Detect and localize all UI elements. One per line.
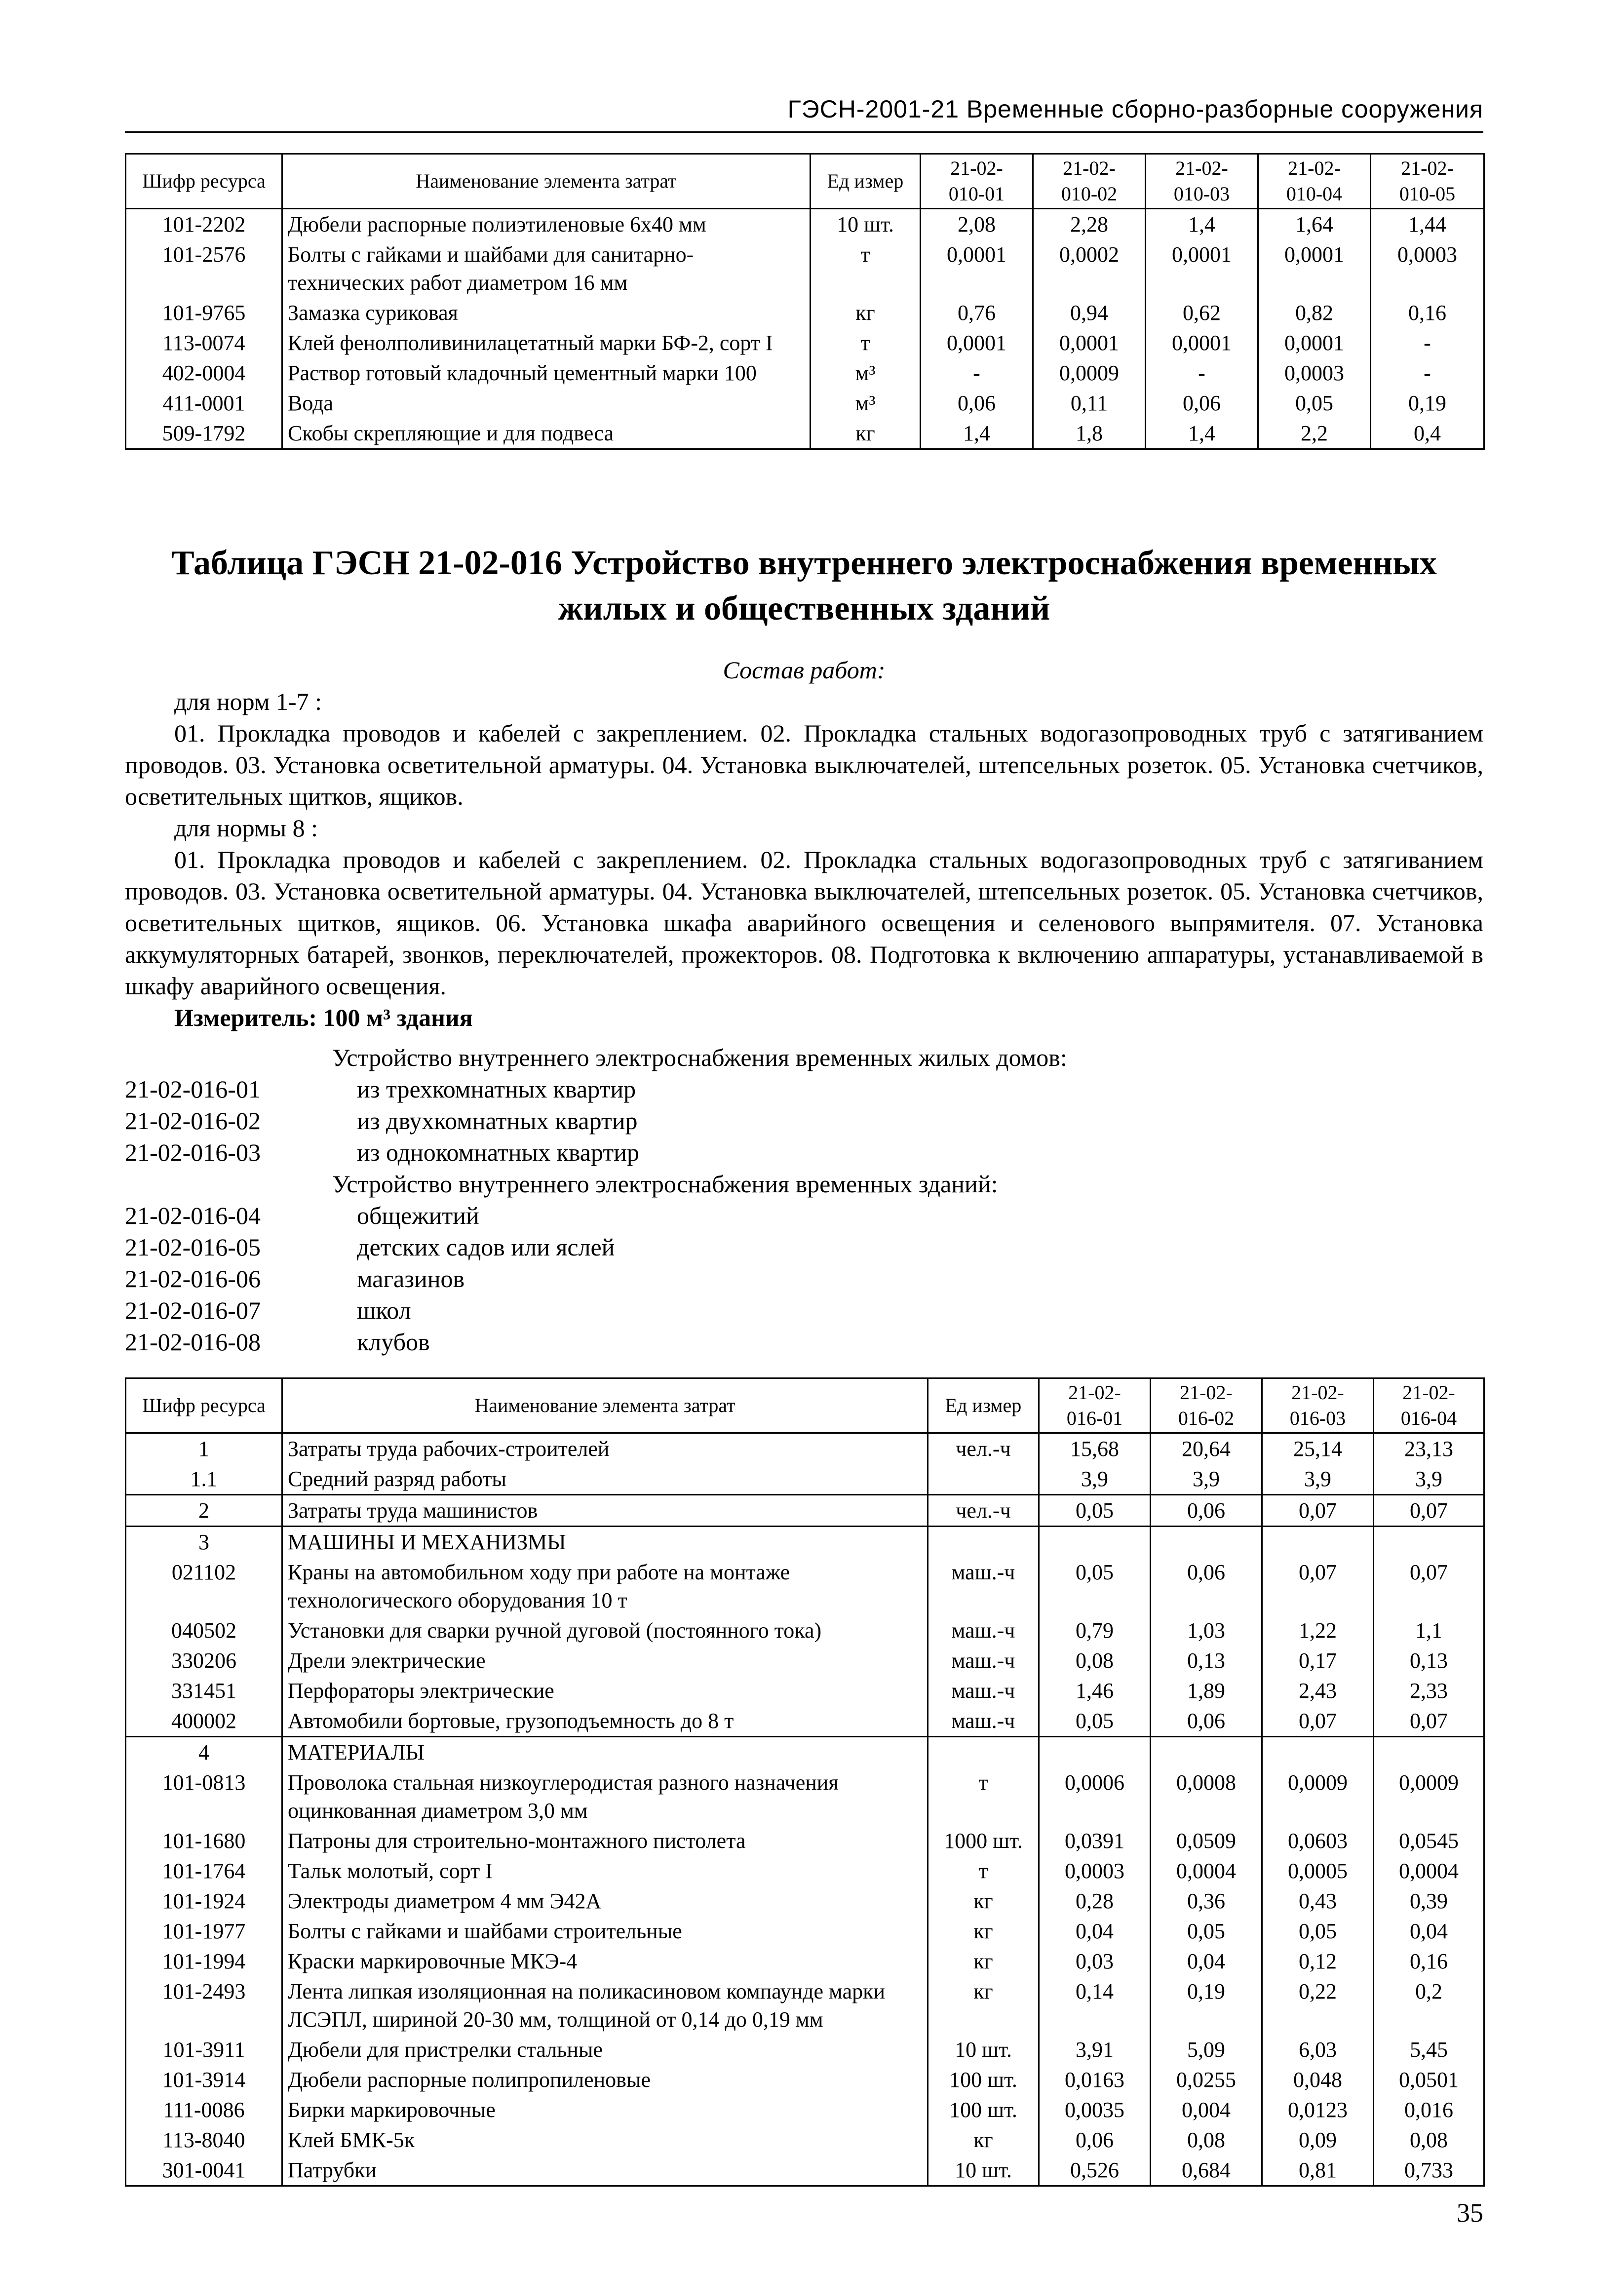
table-row xyxy=(126,1946,1484,1976)
table-row xyxy=(126,1495,1484,1527)
table-cell: 101-2493 xyxy=(126,1976,282,2035)
table-cell: 101-0813 xyxy=(126,1767,282,1826)
table-cell: 10 шт. xyxy=(928,2155,1039,2186)
table-cell: 0,0001 xyxy=(921,328,1033,358)
table-cell: 0,09 xyxy=(1262,2125,1374,2155)
norm-8-label: для нормы 8 : xyxy=(174,814,318,842)
table-row xyxy=(126,1676,1484,1706)
header-rule xyxy=(125,131,1483,133)
table-cell: 0,684 xyxy=(1151,2155,1262,2186)
table-cell: 3 xyxy=(126,1527,282,1558)
table-cell: чел.-ч xyxy=(928,1433,1039,1464)
table-cell: 0,22 xyxy=(1262,1976,1374,2035)
table-cell: 1,4 xyxy=(1146,209,1258,240)
table-cell: 1,8 xyxy=(1033,418,1146,449)
table-row xyxy=(126,418,1484,449)
norm-code: 21-02-016-04 xyxy=(125,1202,261,1229)
table-cell: 021102 xyxy=(126,1557,282,1615)
table-cell: т xyxy=(928,1767,1039,1826)
table-cell: 0,17 xyxy=(1262,1646,1374,1676)
table-cell: 331451 xyxy=(126,1676,282,1706)
table-cell: 2,08 xyxy=(921,209,1033,240)
table-cell: Электроды диаметром 4 мм Э42А xyxy=(282,1886,928,1916)
table-cell: 101-2202 xyxy=(126,209,282,240)
table-cell: 101-1994 xyxy=(126,1946,282,1976)
table-row xyxy=(126,2095,1484,2125)
table-cell: 0,0003 xyxy=(1039,1856,1151,1886)
table-cell: 101-2576 xyxy=(126,239,282,298)
table-cell: 101-1977 xyxy=(126,1916,282,1946)
table-row xyxy=(126,2155,1484,2186)
norm-code: 21-02-016-01 xyxy=(125,1075,261,1103)
table-cell: 113-0074 xyxy=(126,328,282,358)
table-cell: 101-3914 xyxy=(126,2065,282,2095)
table-cell: Клей БМК-5к xyxy=(282,2125,928,2155)
table-cell: 1,4 xyxy=(921,418,1033,449)
table-cell xyxy=(1262,1527,1374,1558)
table-cell: 0,03 xyxy=(1039,1946,1151,1976)
table-cell: 402-0004 xyxy=(126,358,282,388)
table-cell: - xyxy=(921,358,1033,388)
table-cell: 0,0163 xyxy=(1039,2065,1151,2095)
table-cell xyxy=(1374,1737,1484,1768)
table-cell: 509-1792 xyxy=(126,418,282,449)
table-cell: 1,22 xyxy=(1262,1615,1374,1646)
table-cell: 0,0002 xyxy=(1033,239,1146,298)
table-cell xyxy=(928,1527,1039,1558)
measure-unit: Измеритель: 100 м³ здания xyxy=(174,1004,473,1031)
table-cell: 0,0035 xyxy=(1039,2095,1151,2125)
table-cell: Установки для сварки ручной дуговой (постоянного тока) xyxy=(282,1615,928,1646)
table-cell: 0,62 xyxy=(1146,298,1258,328)
table-cell: 1000 шт. xyxy=(928,1826,1039,1856)
table-cell: Краны на автомобильном ходу при работе на монтаже технологического оборудования 10 т xyxy=(282,1557,928,1615)
table-cell: м³ xyxy=(811,358,921,388)
resource-table-016 xyxy=(125,1377,1485,2187)
table-cell: 0,19 xyxy=(1371,388,1484,418)
list-item xyxy=(125,1231,1483,1263)
table-row xyxy=(126,1826,1484,1856)
table-cell: Краски маркировочные МКЭ-4 xyxy=(282,1946,928,1976)
table-cell: 0,94 xyxy=(1033,298,1146,328)
table-cell: 0,0008 xyxy=(1151,1767,1262,1826)
table-cell: 400002 xyxy=(126,1706,282,1737)
table-cell: 111-0086 xyxy=(126,2095,282,2125)
table-cell: 0,05 xyxy=(1262,1916,1374,1946)
table-cell: 0,07 xyxy=(1374,1706,1484,1737)
table-row xyxy=(126,1856,1484,1886)
table-cell: 0,0123 xyxy=(1262,2095,1374,2125)
table-cell: 1,64 xyxy=(1258,209,1371,240)
table-cell: 0,05 xyxy=(1039,1706,1151,1737)
table-cell: кг xyxy=(928,2125,1039,2155)
table-cell: кг xyxy=(928,1946,1039,1976)
table-cell: 2,43 xyxy=(1262,1676,1374,1706)
table-cell: 2,28 xyxy=(1033,209,1146,240)
composition-heading: Состав работ: xyxy=(723,656,886,684)
table-cell: Замазка суриковая xyxy=(282,298,811,328)
norms-1-7-label: для норм 1-7 : xyxy=(174,688,322,715)
table-cell: маш.-ч xyxy=(928,1706,1039,1737)
table-cell: 20,64 xyxy=(1151,1433,1262,1464)
table-cell: Патроны для строительно-монтажного пистолета xyxy=(282,1826,928,1856)
table-cell: 0,19 xyxy=(1151,1976,1262,2035)
table-cell: 10 шт. xyxy=(928,2035,1039,2065)
table-row xyxy=(126,1646,1484,1676)
table-cell: 0,0509 xyxy=(1151,1826,1262,1856)
norm-code: 21-02-016-06 xyxy=(125,1265,261,1293)
table-cell: 0,16 xyxy=(1374,1946,1484,1976)
table-cell: 0,048 xyxy=(1262,2065,1374,2095)
table-cell: 3,9 xyxy=(1262,1464,1374,1495)
table-cell: 101-9765 xyxy=(126,298,282,328)
header-name: Наименование элемента затрат xyxy=(282,154,811,209)
table-cell: кг xyxy=(811,298,921,328)
table-cell: Вода xyxy=(282,388,811,418)
table-cell: 1,46 xyxy=(1039,1676,1151,1706)
table-cell: 0,004 xyxy=(1151,2095,1262,2125)
table-row xyxy=(126,1916,1484,1946)
table-cell xyxy=(1151,1527,1262,1558)
table-cell: чел.-ч xyxy=(928,1495,1039,1527)
table-cell: 101-1924 xyxy=(126,1886,282,1916)
table-cell: 0,04 xyxy=(1039,1916,1151,1946)
table-cell: 1.1 xyxy=(126,1464,282,1495)
table-cell: 0,0255 xyxy=(1151,2065,1262,2095)
norm-label: клубов xyxy=(357,1328,430,1356)
running-header: ГЭСН-2001-21 Временные сборно-разборные сооружения xyxy=(787,95,1483,123)
table-cell: 0,526 xyxy=(1039,2155,1151,2186)
table-cell: маш.-ч xyxy=(928,1615,1039,1646)
norm-label: из двухкомнатных квартир xyxy=(357,1107,638,1135)
table-cell: 0,0501 xyxy=(1374,2065,1484,2095)
norm-8-text: 01. Прокладка проводов и кабелей с закреплением. 02. Прокладка стальных водогазопроводных труб с затягиванием проводов. 03. Установка осветительной арматуры. 04. Установка выключателей, штепсельных розеток. 05. Установка счетчиков, осветительных щитков, ящиков. 06. Установка шкафа аварийного освещения и селенового выпрямителя. 07. Установка аккумуляторных батарей, звонков, переключателей, прожекторов. 08. Подготовка к включению аппаратуры, устанавливаемой в шкафу аварийного освещения. xyxy=(125,846,1483,1000)
table-cell xyxy=(928,1464,1039,1495)
table-cell: 040502 xyxy=(126,1615,282,1646)
list-item xyxy=(125,1200,1483,1231)
table-cell: 1,44 xyxy=(1371,209,1484,240)
table-cell: 0,06 xyxy=(1039,2125,1151,2155)
table-row xyxy=(126,1767,1484,1826)
norm-label: детских садов или яслей xyxy=(357,1233,615,1261)
table-cell: 4 xyxy=(126,1737,282,1768)
table-cell xyxy=(1374,1527,1484,1558)
table-row xyxy=(126,298,1484,328)
table-cell: Дрели электрические xyxy=(282,1646,928,1676)
table-cell: 0,0009 xyxy=(1262,1767,1374,1826)
table-cell: МАШИНЫ И МЕХАНИЗМЫ xyxy=(282,1527,928,1558)
table-row xyxy=(126,358,1484,388)
table-cell: 0,05 xyxy=(1258,388,1371,418)
table-cell: - xyxy=(1146,358,1258,388)
table-cell: Дюбели распорные полипропиленовые xyxy=(282,2065,928,2095)
table-cell: 0,08 xyxy=(1039,1646,1151,1676)
table-cell: Лента липкая изоляционная на поликасиновом компаунде марки ЛСЭПЛ, шириной 20-30 мм, толщиной от 0,14 до 0,19 мм xyxy=(282,1976,928,2035)
table-cell: Клей фенолполивинилацетатный марки БФ-2, сорт I xyxy=(282,328,811,358)
table-cell: т xyxy=(811,239,921,298)
table-cell: 0,08 xyxy=(1151,2125,1262,2155)
table-cell: 5,45 xyxy=(1374,2035,1484,2065)
norm-label: общежитий xyxy=(357,1202,479,1229)
table-cell: 0,12 xyxy=(1262,1946,1374,1976)
table-cell: 0,28 xyxy=(1039,1886,1151,1916)
table-cell: Затраты труда рабочих-строителей xyxy=(282,1433,928,1464)
table-cell: 0,13 xyxy=(1374,1646,1484,1676)
table-cell: маш.-ч xyxy=(928,1557,1039,1615)
table-cell: 101-1680 xyxy=(126,1826,282,1856)
table-cell: кг xyxy=(928,1976,1039,2035)
header-col: 21-02- 016-04 xyxy=(1374,1378,1484,1433)
table-row xyxy=(126,2035,1484,2065)
table-row xyxy=(126,388,1484,418)
table-cell: 1,89 xyxy=(1151,1676,1262,1706)
table-cell: 0,4 xyxy=(1371,418,1484,449)
group-heading: Устройство внутреннего электроснабжения временных жилых домов: xyxy=(332,1044,1067,1071)
table-cell: 0,0001 xyxy=(1033,328,1146,358)
table-cell: 2,2 xyxy=(1258,418,1371,449)
table-cell: 100 шт. xyxy=(928,2065,1039,2095)
table-cell: 0,13 xyxy=(1151,1646,1262,1676)
table-cell: 0,0006 xyxy=(1039,1767,1151,1826)
table-cell: Патрубки xyxy=(282,2155,928,2186)
table-cell: 0,0001 xyxy=(1258,239,1371,298)
table-cell: Болты с гайками и шайбами для санитарно-технических работ диаметром 16 мм xyxy=(282,239,811,298)
table-row xyxy=(126,1737,1484,1768)
header-col: 21-02- 010-02 xyxy=(1033,154,1146,209)
table-cell: 0,05 xyxy=(1039,1557,1151,1615)
table-cell: 0,0003 xyxy=(1371,239,1484,298)
table-row xyxy=(126,209,1484,240)
norm-label: школ xyxy=(357,1296,411,1324)
table-cell: 0,06 xyxy=(1151,1706,1262,1737)
table-row xyxy=(126,1706,1484,1737)
composition-block xyxy=(125,654,1483,1033)
table-row xyxy=(126,1615,1484,1646)
header-code: Шифр ресурса xyxy=(126,1378,282,1433)
table-cell: 0,14 xyxy=(1039,1976,1151,2035)
table-cell: 100 шт. xyxy=(928,2095,1039,2125)
table-cell: 0,07 xyxy=(1374,1495,1484,1527)
table-cell: 0,11 xyxy=(1033,388,1146,418)
table-cell: 411-0001 xyxy=(126,388,282,418)
table-cell xyxy=(1039,1527,1151,1558)
norm-code: 21-02-016-05 xyxy=(125,1233,261,1261)
table-cell: Дюбели распорные полиэтиленовые 6х40 мм xyxy=(282,209,811,240)
list-item xyxy=(125,1263,1483,1294)
table-header-row xyxy=(126,154,1484,209)
table-row xyxy=(126,1976,1484,2035)
norm-label: из трехкомнатных квартир xyxy=(357,1075,636,1103)
list-item xyxy=(125,1073,1483,1105)
table-cell: 0,04 xyxy=(1374,1916,1484,1946)
table-cell xyxy=(1039,1737,1151,1768)
table-cell: 0,0603 xyxy=(1262,1826,1374,1856)
table-cell: 0,16 xyxy=(1371,298,1484,328)
header-code: Шифр ресурса xyxy=(126,154,282,209)
table-cell: 0,07 xyxy=(1262,1706,1374,1737)
table-cell: 0,81 xyxy=(1262,2155,1374,2186)
norm-code: 21-02-016-03 xyxy=(125,1138,261,1166)
table-cell: 0,016 xyxy=(1374,2095,1484,2125)
table-cell: маш.-ч xyxy=(928,1676,1039,1706)
table-cell: 0,07 xyxy=(1262,1557,1374,1615)
table-cell: 0,06 xyxy=(1151,1557,1262,1615)
table-body xyxy=(126,1433,1484,2186)
table-cell: 0,06 xyxy=(921,388,1033,418)
table-cell: 15,68 xyxy=(1039,1433,1151,1464)
table-cell: 0,0004 xyxy=(1374,1856,1484,1886)
table-cell: 0,43 xyxy=(1262,1886,1374,1916)
norm-label: магазинов xyxy=(357,1265,465,1293)
table-cell: 3,91 xyxy=(1039,2035,1151,2065)
table-cell: 1 xyxy=(126,1433,282,1464)
table-body xyxy=(126,209,1484,449)
section-title: Таблица ГЭСН 21-02-016 Устройство внутреннего электроснабжения временных жилых и общественных зданий xyxy=(171,544,1437,628)
table-row xyxy=(126,1886,1484,1916)
table-cell: Проволока стальная низкоуглеродистая разного назначения оцинкованная диаметром 3,0 мм xyxy=(282,1767,928,1826)
table-header-row xyxy=(126,1378,1484,1433)
header-unit: Ед измер xyxy=(811,154,921,209)
header-col: 21-02- 010-03 xyxy=(1146,154,1258,209)
header-name: Наименование элемента затрат xyxy=(282,1378,928,1433)
table-cell: Скобы скрепляющие и для подвеса xyxy=(282,418,811,449)
table-cell: 3,9 xyxy=(1374,1464,1484,1495)
table-cell: 113-8040 xyxy=(126,2125,282,2155)
table-cell: кг xyxy=(928,1916,1039,1946)
table-cell: 3,9 xyxy=(1039,1464,1151,1495)
table-cell: 2,33 xyxy=(1374,1676,1484,1706)
table-cell: Дюбели для пристрелки стальные xyxy=(282,2035,928,2065)
table-cell: 0,82 xyxy=(1258,298,1371,328)
table-cell: 0,0009 xyxy=(1033,358,1146,388)
table-cell: 0,76 xyxy=(921,298,1033,328)
header-col: 21-02- 016-03 xyxy=(1262,1378,1374,1433)
table-cell: 0,05 xyxy=(1151,1916,1262,1946)
norm-label: из однокомнатных квартир xyxy=(357,1138,639,1166)
header-col: 21-02- 016-02 xyxy=(1151,1378,1262,1433)
list-item xyxy=(125,1137,1483,1168)
table-cell: Перфораторы электрические xyxy=(282,1676,928,1706)
table-cell: 0,2 xyxy=(1374,1976,1484,2035)
table-cell: Тальк молотый, сорт I xyxy=(282,1856,928,1886)
table-cell: 0,0009 xyxy=(1374,1767,1484,1826)
table-cell: 0,07 xyxy=(1262,1495,1374,1527)
header-col: 21-02- 010-04 xyxy=(1258,154,1371,209)
table-cell: 0,0391 xyxy=(1039,1826,1151,1856)
table-row xyxy=(126,1557,1484,1615)
table-cell xyxy=(1151,1737,1262,1768)
table-cell: - xyxy=(1371,328,1484,358)
table-cell: 0,06 xyxy=(1151,1495,1262,1527)
norm-code-list xyxy=(125,1042,1483,1358)
table-cell xyxy=(1262,1737,1374,1768)
table-cell: 2 xyxy=(126,1495,282,1527)
table-cell: кг xyxy=(811,418,921,449)
table-cell: 1,1 xyxy=(1374,1615,1484,1646)
table-cell: МАТЕРИАЛЫ xyxy=(282,1737,928,1768)
table-cell: 330206 xyxy=(126,1646,282,1676)
norm-code: 21-02-016-07 xyxy=(125,1296,261,1324)
table-row xyxy=(126,2125,1484,2155)
table-cell: 0,0004 xyxy=(1151,1856,1262,1886)
table-row xyxy=(126,1527,1484,1558)
table-cell: 0,05 xyxy=(1039,1495,1151,1527)
table-cell: 0,0001 xyxy=(921,239,1033,298)
table-cell: 0,07 xyxy=(1374,1557,1484,1615)
list-item xyxy=(125,1105,1483,1137)
header-col: 21-02- 010-01 xyxy=(921,154,1033,209)
table-cell: 0,0001 xyxy=(1146,239,1258,298)
table-cell: 0,79 xyxy=(1039,1615,1151,1646)
table-cell: 5,09 xyxy=(1151,2035,1262,2065)
table-cell: 101-1764 xyxy=(126,1856,282,1886)
table-cell: 23,13 xyxy=(1374,1433,1484,1464)
table-row xyxy=(126,239,1484,298)
header-col: 21-02- 010-05 xyxy=(1371,154,1484,209)
table-cell: 0,733 xyxy=(1374,2155,1484,2186)
table-cell: 1,03 xyxy=(1151,1615,1262,1646)
table-cell: т xyxy=(928,1856,1039,1886)
table-cell: 0,0545 xyxy=(1374,1826,1484,1856)
table-cell: 0,0003 xyxy=(1258,358,1371,388)
norms-1-7-text: 01. Прокладка проводов и кабелей с закреплением. 02. Прокладка стальных водогазопроводных труб с затягиванием проводов. 03. Установка осветительной арматуры. 04. Установка выключателей, штепсельных розеток. 05. Установка счетчиков, осветительных щитков, ящиков. xyxy=(125,719,1483,810)
table-cell: т xyxy=(811,328,921,358)
table-cell: 301-0041 xyxy=(126,2155,282,2186)
table-cell: Раствор готовый кладочный цементный марки 100 xyxy=(282,358,811,388)
table-cell: 0,06 xyxy=(1146,388,1258,418)
table-cell: 3,9 xyxy=(1151,1464,1262,1495)
list-item xyxy=(125,1294,1483,1326)
table-cell: м³ xyxy=(811,388,921,418)
table-cell: 0,0001 xyxy=(1258,328,1371,358)
page-number: 35 xyxy=(1457,2198,1483,2228)
table-cell: 0,0005 xyxy=(1262,1856,1374,1886)
table-row xyxy=(126,1433,1484,1464)
table-cell: 0,04 xyxy=(1151,1946,1262,1976)
table-cell: 101-3911 xyxy=(126,2035,282,2065)
table-cell: 0,08 xyxy=(1374,2125,1484,2155)
table-row xyxy=(126,1464,1484,1495)
header-col: 21-02- 016-01 xyxy=(1039,1378,1151,1433)
table-cell: Бирки маркировочные xyxy=(282,2095,928,2125)
norm-code: 21-02-016-08 xyxy=(125,1328,261,1356)
table-cell: 1,4 xyxy=(1146,418,1258,449)
table-cell: 0,36 xyxy=(1151,1886,1262,1916)
table-cell: - xyxy=(1371,358,1484,388)
table-cell: 10 шт. xyxy=(811,209,921,240)
table-cell: кг xyxy=(928,1886,1039,1916)
table-row xyxy=(126,2065,1484,2095)
table-cell: Средний разряд работы xyxy=(282,1464,928,1495)
table-cell: Затраты труда машинистов xyxy=(282,1495,928,1527)
norm-code: 21-02-016-02 xyxy=(125,1107,261,1135)
table-cell: 0,39 xyxy=(1374,1886,1484,1916)
table-cell xyxy=(928,1737,1039,1768)
table-cell: 25,14 xyxy=(1262,1433,1374,1464)
table-cell: Автомобили бортовые, грузоподъемность до 8 т xyxy=(282,1706,928,1737)
table-cell: 6,03 xyxy=(1262,2035,1374,2065)
table-row xyxy=(126,328,1484,358)
resource-table-010 xyxy=(125,153,1485,450)
group-heading: Устройство внутреннего электроснабжения временных зданий: xyxy=(332,1170,998,1198)
list-item xyxy=(125,1326,1483,1358)
table-cell: маш.-ч xyxy=(928,1646,1039,1676)
table-cell: Болты с гайками и шайбами строительные xyxy=(282,1916,928,1946)
table-cell: 0,0001 xyxy=(1146,328,1258,358)
header-unit: Ед измер xyxy=(928,1378,1039,1433)
